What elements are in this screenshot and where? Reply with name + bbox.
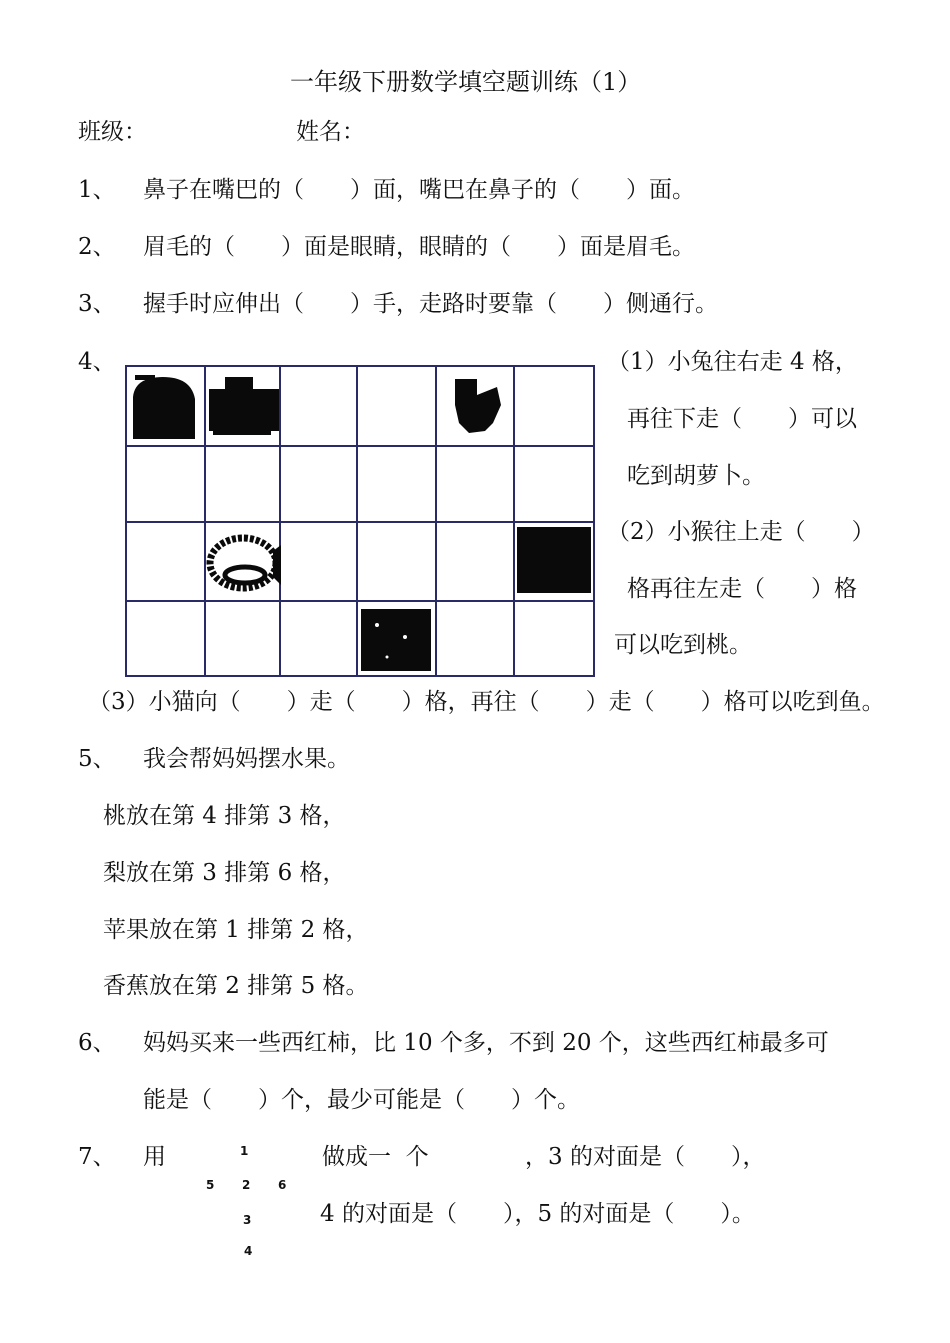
cube-net-face-6: 6 (278, 1178, 287, 1192)
q4-side-line-4: （2）小猴往上走（ ） (607, 519, 875, 545)
question-6-line-2: 能是（ ）个，最少可能是（ ）个。 (143, 1087, 580, 1113)
q7-line-2: 4 的对面是（ ），5 的对面是（ ）。 (320, 1201, 755, 1227)
question-2-number: 2、 (78, 234, 116, 260)
question-3-text: 握手时应伸出（ ）手，走路时要靠（ ）侧通行。 (143, 291, 718, 317)
question-7-number: 7、 (78, 1144, 116, 1170)
q4-side-line-5: 格再往左走（ ）格 (627, 576, 857, 602)
peach-picture (361, 609, 431, 671)
q5-line-3: 苹果放在第 1 排第 2 格， (103, 917, 369, 943)
class-label: 班级： (78, 119, 147, 145)
question-6-line-1: 妈妈买来一些西红柿，比 10 个多，不到 20 个，这些西红柿最多可 (143, 1030, 829, 1056)
carrot-picture (517, 527, 591, 593)
q5-line-1: 桃放在第 4 排第 3 格， (103, 803, 346, 829)
q4-side-line-2: 再往下走（ ）可以 (627, 406, 857, 432)
cube-net-face-2: 2 (242, 1178, 251, 1192)
question-6-number: 6、 (78, 1030, 116, 1056)
q5-line-4: 香蕉放在第 2 排第 5 格。 (103, 973, 369, 999)
cube-net-face-4: 4 (244, 1244, 253, 1258)
question-1-text: 鼻子在嘴巴的（ ）面，嘴巴在鼻子的（ ）面。 (143, 177, 695, 203)
q7-rest-1: ，3 的对面是（ ）， (525, 1144, 766, 1170)
page-title: 一年级下册数学填空题训练（1） (290, 68, 642, 96)
cat-picture (133, 375, 195, 439)
question-3-number: 3、 (78, 291, 116, 317)
cube-net-face-3: 3 (243, 1213, 252, 1227)
question-4-number: 4、 (78, 349, 116, 375)
q4-bottom-line: （3）小猫向（ ）走（ ）格，再往（ ）走（ ）格可以吃到鱼。 (88, 689, 885, 715)
q7-make-text: 做成一 个 (322, 1144, 429, 1170)
q5-line-2: 梨放在第 3 排第 6 格， (103, 860, 346, 886)
question-5-number: 5、 (78, 746, 116, 772)
monkey-picture (455, 379, 501, 433)
question-5-text: 我会帮妈妈摆水果。 (143, 746, 350, 772)
question-1-number: 1、 (78, 177, 116, 203)
question-2-text: 眉毛的（ ）面是眼睛，眼睛的（ ）面是眉毛。 (143, 234, 695, 260)
cube-net-face-1: 1 (240, 1144, 249, 1158)
cube-net-face-5: 5 (206, 1178, 215, 1192)
q4-side-line-6: 可以吃到桃。 (614, 632, 752, 658)
fish-picture (210, 538, 281, 588)
position-grid (125, 365, 595, 677)
rabbit-picture (209, 377, 279, 435)
q7-use-text: 用 (143, 1144, 166, 1170)
q4-side-line-3: 吃到胡萝卜。 (627, 463, 765, 489)
q4-side-line-1: （1）小兔往右走 4 格， (607, 349, 858, 375)
name-label: 姓名： (296, 119, 365, 145)
